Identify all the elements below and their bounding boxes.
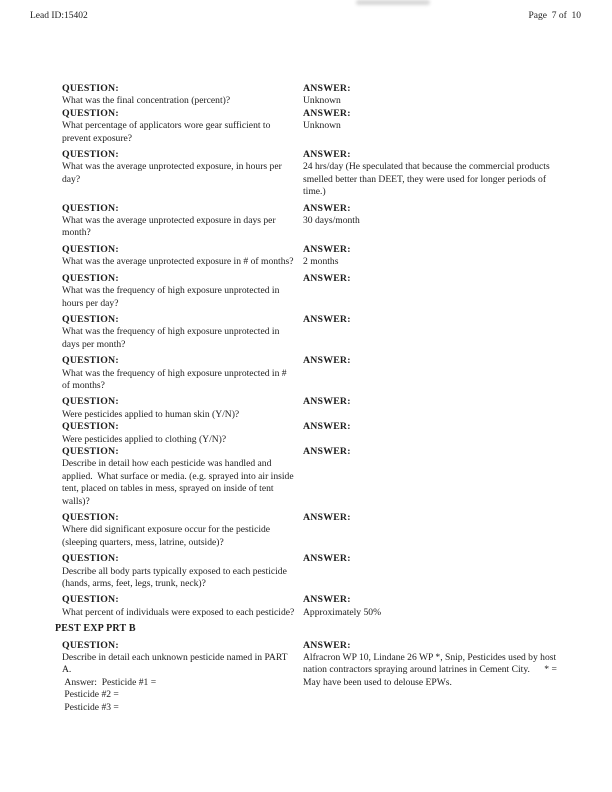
question-label: QUESTION: [62, 202, 119, 214]
question-text: What percent of individuals were exposed to each pesticide? [62, 606, 295, 618]
answer-label: ANSWER: [303, 553, 351, 565]
qa-row [62, 244, 565, 269]
question-label: QUESTION: [62, 243, 119, 255]
qa-row [62, 273, 565, 310]
answer-label: ANSWER: [303, 594, 351, 606]
question-text: What was the frequency of high exposure unprotected in days per month? [62, 326, 282, 350]
question-label: QUESTION: [62, 639, 119, 651]
question-label: QUESTION: [62, 594, 119, 606]
qa-row [62, 421, 565, 446]
qa-row [62, 553, 565, 590]
question-label: QUESTION: [62, 512, 119, 523]
answer-label: ANSWER: [303, 107, 351, 119]
question-label: QUESTION: [62, 107, 119, 119]
question-label: QUESTION: [62, 149, 119, 161]
qa-row [62, 149, 565, 199]
answer-text: Alfracron WP 10, Lindane 26 WP *, Snip, Pesticides used by host nation contractors spraying around latrines in Cement City. * = May have been used to delouse EPWs. [303, 652, 560, 688]
qa-row [62, 314, 565, 351]
question-text: What percentage of applicators wore gear sufficient to prevent exposure? [62, 120, 273, 144]
answer-label: ANSWER: [303, 445, 351, 457]
qa-row [62, 512, 565, 549]
question-text: What was the average unprotected exposure in days per month? [62, 215, 279, 239]
question-label: QUESTION: [62, 355, 119, 367]
question-sub-line: Answer: Pesticide #1 = [62, 676, 157, 688]
qa-row [62, 396, 565, 421]
answer-label: ANSWER: [303, 512, 351, 523]
qa-row [62, 203, 565, 240]
question-text: Describe in detail how each pesticide was handled and applied. What surface or media. (e.g. sprayed into air inside tent, placed on tables in mess, sprayed on inside of tent walls)? [62, 458, 296, 507]
question-label: QUESTION: [62, 445, 119, 457]
question-label: QUESTION: [62, 272, 119, 284]
answer-label: ANSWER: [303, 272, 351, 284]
answer-label: ANSWER: [303, 396, 351, 408]
question-text: Were pesticides applied to clothing (Y/N)? [62, 433, 227, 445]
question-sub-line: Pesticide #2 = [62, 689, 119, 701]
qa-row [62, 83, 565, 108]
question-label: QUESTION: [62, 313, 119, 325]
qa-row [62, 640, 565, 714]
lead-id: Lead ID:15402 [30, 11, 88, 21]
question-text: What was the frequency of high exposure unprotected in hours per day? [62, 285, 282, 309]
question-label: QUESTION: [62, 396, 119, 408]
question-text: Describe in detail each unknown pesticide named in PART A. [62, 652, 290, 676]
question-label: QUESTION: [62, 83, 119, 94]
question-text: Describe all body parts typically exposed to each pesticide (hands, arms, feet, legs, trunk, neck)? [62, 565, 290, 590]
question-label: QUESTION: [62, 553, 119, 565]
answer-label: ANSWER: [303, 639, 351, 651]
answer-text: 30 days/month [303, 215, 360, 227]
question-text: What was the frequency of high exposure unprotected in # of months? [62, 367, 289, 391]
qa-row [62, 355, 565, 392]
question-text: Were pesticides applied to human skin (Y/N)? [62, 408, 240, 420]
question-text: What was the average unprotected exposure in # of months? [62, 256, 294, 268]
answer-label: ANSWER: [303, 83, 351, 94]
answer-label: ANSWER: [303, 421, 351, 433]
page-number: Page 7 of 10 [528, 11, 581, 21]
question-label: QUESTION: [62, 421, 119, 433]
scan-artifact [356, 0, 430, 5]
answer-label: ANSWER: [303, 313, 351, 325]
answer-text: 24 hrs/day (He speculated that because the commercial products smelled better than DEET, they were used for longer periods of time.) [303, 161, 553, 198]
qa-row [62, 594, 565, 619]
answer-text: 2 months [303, 256, 339, 268]
answer-label: ANSWER: [303, 243, 351, 255]
answer-text: Unknown [303, 95, 341, 107]
question-text: Where did significant exposure occur for the pesticide (sleeping quarters, mess, latrine, outside)? [62, 524, 273, 548]
answer-label: ANSWER: [303, 202, 351, 214]
qa-row [62, 446, 565, 508]
section-heading-pest-exp-prt-b: PEST EXP PRT B [55, 623, 136, 635]
qa-row [62, 108, 565, 145]
question-text: What was the final concentration (percent)? [62, 95, 231, 107]
answer-text: Approximately 50% [303, 606, 382, 618]
answer-text: Unknown [303, 120, 341, 132]
question-sub-line: Pesticide #3 = [62, 701, 119, 713]
answer-label: ANSWER: [303, 355, 351, 367]
question-text: What was the average unprotected exposure, in hours per day? [62, 161, 285, 185]
qa-content [55, 83, 565, 718]
answer-label: ANSWER: [303, 149, 351, 161]
page-header [0, 10, 612, 22]
